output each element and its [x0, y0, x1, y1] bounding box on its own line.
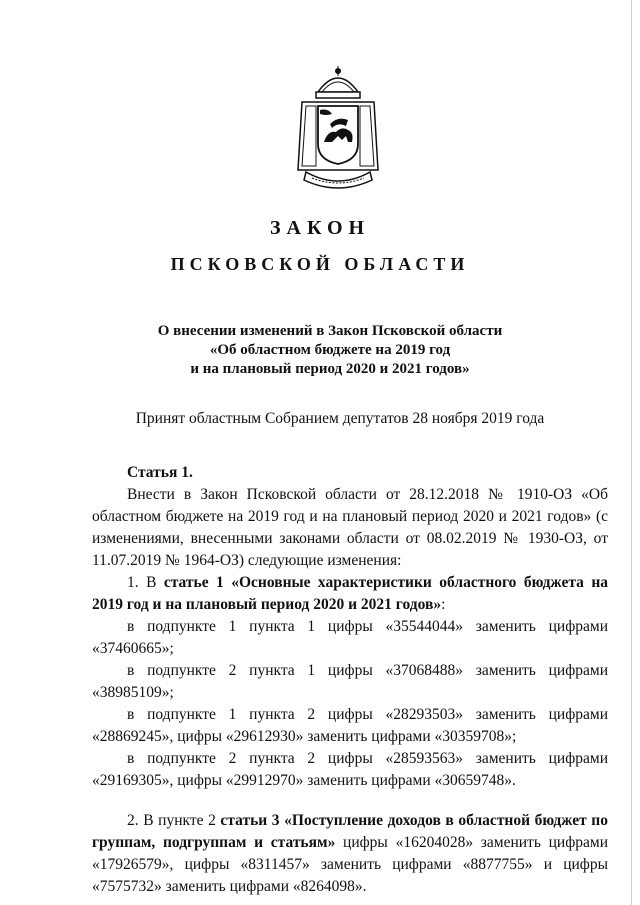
law-subject — [100, 322, 560, 379]
coat-of-arms-icon — [292, 62, 384, 192]
article-intro: Внести в Закон Псковской области от 28.12.2018 № 1910-ОЗ «Об областном бюджете на 2019 год и на плановый период 2020 и 2021 годов» (с изменениями, внесенными законами области от 08.02.2019 № 1930-ОЗ, от 11.07.2019 № 1964-ОЗ) следующие изменения: — [92, 486, 608, 569]
subject-line-2: «Об областном бюджете на 2019 год — [209, 342, 451, 358]
item-1-prefix: 1. В — [127, 574, 164, 591]
spacer — [92, 792, 608, 810]
item-2-suffix: цифры «16204028» заменить цифрами «17926579», цифры «8311457» заменить цифрами «8877755» и цифры «7575732» заменить цифрами «8264098». — [92, 834, 608, 895]
item-2 — [92, 810, 608, 898]
document-body — [92, 462, 608, 898]
law-region: ПСКОВСКОЙ ОБЛАСТИ — [170, 254, 470, 274]
subitem-1: в подпункте 1 пункта 1 цифры «35544044» заменить цифрами «37460665»; — [92, 618, 608, 657]
subitem-3: в подпункте 1 пункта 2 цифры «28293503» заменить цифрами «28869245», цифры «29612930» заменить цифрами «30359708»; — [92, 706, 608, 745]
subject-line-3: и на плановый период 2020 и 2021 годов» — [190, 361, 470, 377]
item-1 — [92, 572, 608, 616]
item-1-suffix: : — [441, 596, 446, 613]
subitem-2: в подпункте 2 пункта 1 цифры «37068488» заменить цифрами «38985109»; — [92, 662, 608, 701]
law-title: ЗАКОН — [269, 217, 371, 239]
item-2-bold: статьи 3 «Поступление доходов в областной бюджет по группам, подгруппам и статьям» — [92, 812, 608, 851]
item-1-bold: статье 1 «Основные характеристики областного бюджета на 2019 год и на плановый период 2020 и 2021 годов» — [92, 574, 609, 613]
subitem-4: в подпункте 2 пункта 2 цифры «28593563» заменить цифрами «29169305», цифры «29912970» заменить цифрами «30659748». — [92, 750, 608, 789]
article-heading: Статья 1. — [127, 464, 193, 481]
subject-line-1: О внесении изменений в Закон Псковской области — [157, 323, 503, 339]
item-2-prefix: 2. В пункте 2 — [127, 812, 221, 829]
scan-edge-line — [631, 0, 632, 905]
adoption-statement: Принят областным Собранием депутатов 28 ноября 2019 года — [135, 410, 545, 427]
